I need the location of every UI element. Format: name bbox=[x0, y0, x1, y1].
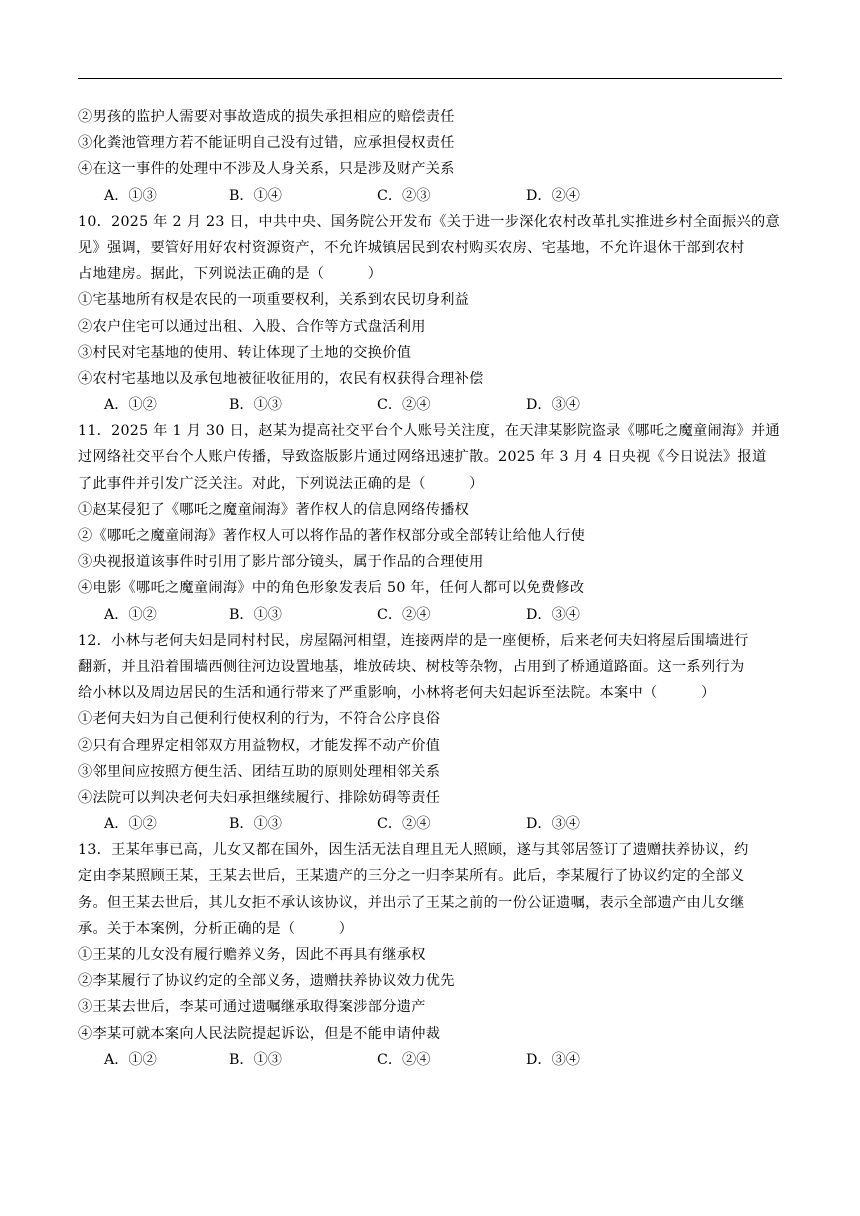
option-d[interactable]: D．③④ bbox=[526, 1051, 580, 1068]
question-11 bbox=[78, 418, 782, 628]
statement-3: ③央视报道该事件时引用了影片部分镜头，属于作品的合理使用 bbox=[78, 554, 484, 571]
option-b[interactable]: B．①④ bbox=[229, 187, 282, 204]
option-d[interactable]: D．②④ bbox=[526, 187, 580, 204]
statement-4: ④李某可就本案向人民法院提起诉讼，但是不能申请仲裁 bbox=[78, 1025, 441, 1042]
statement-4: ④法院可以判决老何夫妇承担继续履行、排除妨碍等责任 bbox=[78, 789, 441, 806]
question-stem-line: 12．小林与老何夫妇是同村村民，房屋隔河相望，连接两岸的是一座便桥，后来老何夫妇将屋后围墙进行 bbox=[78, 632, 749, 649]
answer-options bbox=[78, 602, 782, 628]
option-b[interactable]: B．①③ bbox=[229, 606, 282, 623]
question-9 bbox=[78, 104, 782, 209]
statement-3: ③村民对宅基地的使用、转让体现了土地的交换价值 bbox=[78, 344, 412, 361]
statement-4: ④农村宅基地以及承包地被征收征用的，农民有权获得合理补偿 bbox=[78, 370, 484, 387]
statement-2: ②李某履行了协议约定的全部义务，遗赠扶养协议效力优先 bbox=[78, 973, 455, 990]
option-a[interactable]: A．①② bbox=[104, 397, 157, 414]
question-12 bbox=[78, 628, 782, 838]
statement-2: ②男孩的监护人需要对事故造成的损失承担相应的赔偿责任 bbox=[78, 109, 455, 125]
answer-options bbox=[78, 1047, 782, 1073]
question-stem-line: 务。但王某去世后，其儿女拒不承认该协议，并出示了王某之前的一份公证遗嘱，表示全部遗产由儿女继 bbox=[78, 894, 745, 911]
question-list bbox=[78, 104, 782, 1073]
option-a[interactable]: A．①② bbox=[104, 816, 157, 833]
statement-3: ③王某去世后，李某可通过遗嘱继承取得案涉部分遗产 bbox=[78, 999, 426, 1016]
option-d[interactable]: D．③④ bbox=[526, 606, 580, 623]
option-d[interactable]: D．③④ bbox=[526, 397, 580, 414]
question-stem-line: 给小林以及周边居民的生活和通行带来了严重影响，小林将老何夫妇起诉至法院。本案中（ ） bbox=[78, 685, 716, 702]
statement-1: ①宅基地所有权是农民的一项重要权利，关系到农民切身利益 bbox=[78, 292, 470, 309]
question-stem-line: 见》强调，要管好用好农村资源资产，不允许城镇居民到农村购买农房、宅基地，不允许退休干部到农村 bbox=[78, 239, 745, 256]
option-c[interactable]: C．②④ bbox=[377, 1051, 431, 1068]
statement-3: ③邻里间应按照方便生活、团结互助的原则处理相邻关系 bbox=[78, 763, 441, 780]
option-b[interactable]: B．①③ bbox=[229, 816, 282, 833]
header-rule bbox=[78, 78, 782, 79]
statement-4: ④在这一事件的处理中不涉及人身关系，只是涉及财产关系 bbox=[78, 161, 455, 178]
option-c[interactable]: C．②④ bbox=[377, 606, 431, 623]
statement-2: ②《哪吒之魔童闹海》著作权人可以将作品的著作权部分或全部转让给他人行使 bbox=[78, 528, 586, 544]
option-c[interactable]: C．②④ bbox=[377, 397, 431, 414]
statement-1: ①王某的儿女没有履行赡养义务，因此不再具有继承权 bbox=[78, 947, 426, 963]
question-stem-line: 定由李某照顾王某，王某去世后，王某遗产的三分之一归李某所有。此后，李某履行了协议约定的全部义 bbox=[78, 868, 745, 885]
question-stem-line: 11．2025 年 1 月 30 日，赵某为提高社交平台个人账号关注度，在天津某影院盗录《哪吒之魔童闹海》并通 bbox=[78, 423, 780, 440]
statement-2: ②农户住宅可以通过出租、入股、合作等方式盘活利用 bbox=[78, 318, 426, 335]
question-stem-line: 占地建房。据此，下列说法正确的是（ ） bbox=[78, 266, 383, 283]
statement-2: ②只有合理界定相邻双方用益物权，才能发挥不动产价值 bbox=[78, 737, 441, 754]
option-a[interactable]: A．①② bbox=[104, 606, 157, 623]
option-b[interactable]: B．①③ bbox=[229, 397, 282, 414]
question-stem-line: 过网络社交平台个人账户传播，导致盗版影片通过网络迅速扩散。2025 年 3 月 4 日央视《今日说法》报道 bbox=[78, 449, 767, 466]
question-stem-line: 13．王某年事已高，儿女又都在国外，因生活无法自理且无人照顾，遂与其邻居签订了遗赠扶养协议，约 bbox=[78, 842, 749, 859]
answer-options bbox=[78, 811, 782, 837]
option-b[interactable]: B．①③ bbox=[229, 1051, 282, 1068]
question-stem-line: 翻新，并且沿着围墙西侧往河边设置地基，堆放砖块、树枝等杂物，占用到了桥通道路面。这一系列行为 bbox=[78, 658, 745, 675]
statement-1: ①老何夫妇为自己便利行使权利的行为，不符合公序良俗 bbox=[78, 711, 441, 728]
question-stem-line: 了此事件并引发广泛关注。对此，下列说法正确的是（ ） bbox=[78, 475, 484, 492]
question-10 bbox=[78, 209, 782, 419]
option-c[interactable]: C．②④ bbox=[377, 816, 431, 833]
option-d[interactable]: D．③④ bbox=[526, 816, 580, 833]
statement-4: ④电影《哪吒之魔童闹海》中的角色形象发表后 50 年，任何人都可以免费修改 bbox=[78, 580, 585, 597]
answer-options bbox=[78, 183, 782, 209]
question-13 bbox=[78, 837, 782, 1073]
option-a[interactable]: A．①② bbox=[104, 1051, 157, 1068]
answer-options bbox=[78, 392, 782, 418]
statement-1: ①赵某侵犯了《哪吒之魔童闹海》著作权人的信息网络传播权 bbox=[78, 501, 470, 518]
question-stem-line: 10．2025 年 2 月 23 日，中共中央、国务院公开发布《关于进一步深化农村改革扎实推进乡村全面振兴的意 bbox=[78, 213, 780, 230]
option-c[interactable]: C．②③ bbox=[377, 187, 431, 204]
option-a[interactable]: A．①③ bbox=[104, 187, 157, 204]
statement-3: ③化粪池管理方若不能证明自己没有过错，应承担侵权责任 bbox=[78, 135, 455, 152]
question-stem-line: 承。关于本案例，分析正确的是（ ） bbox=[78, 920, 354, 937]
